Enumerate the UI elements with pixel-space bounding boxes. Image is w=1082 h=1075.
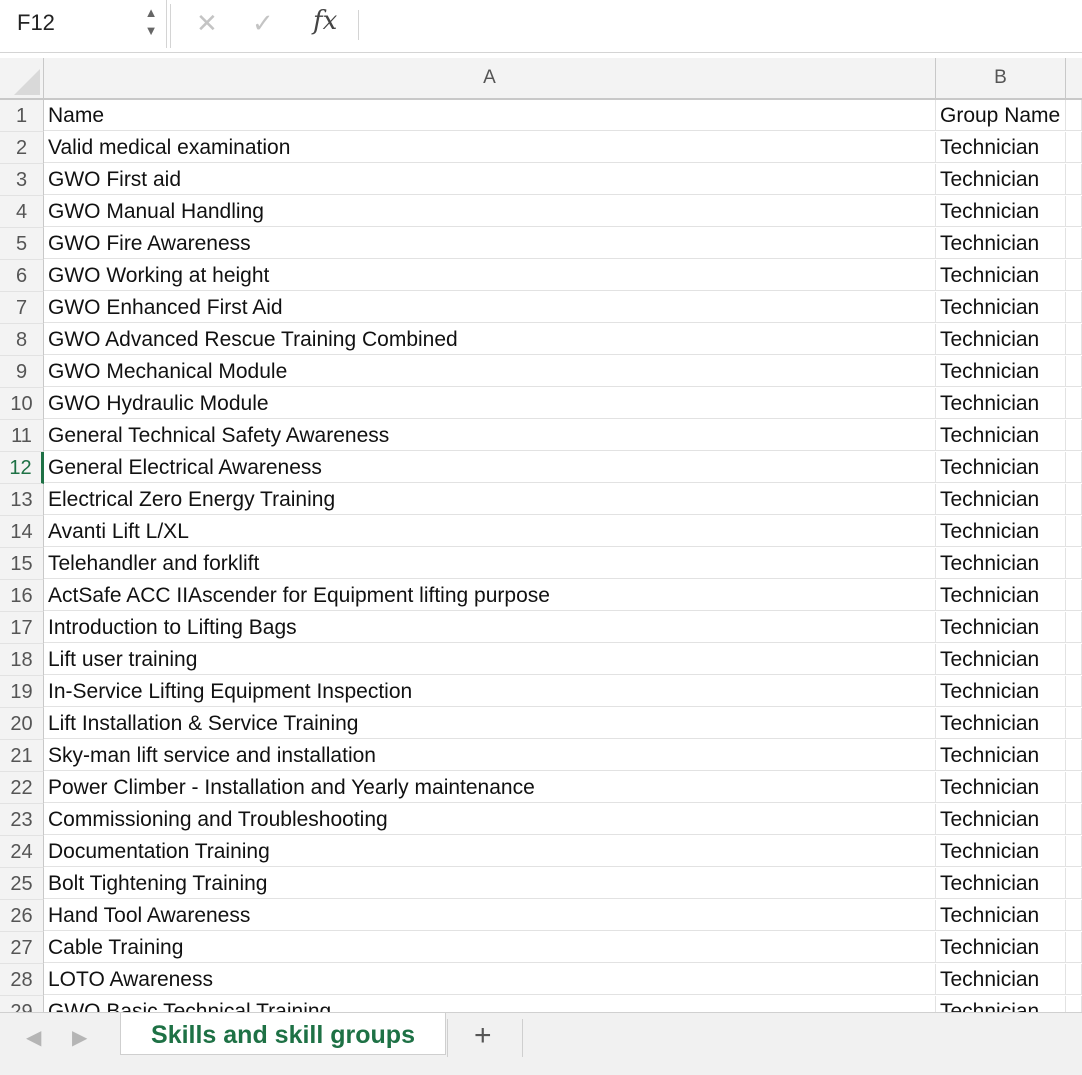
row-header[interactable]: 25: [0, 868, 44, 900]
cell-empty[interactable]: [1066, 612, 1082, 643]
row-header[interactable]: 1: [0, 100, 44, 132]
cell-name[interactable]: Lift Installation & Service Training: [44, 708, 936, 739]
cell-group-name[interactable]: Technician: [936, 452, 1066, 483]
cell-empty[interactable]: [1066, 452, 1082, 483]
cell-name[interactable]: In-Service Lifting Equipment Inspection: [44, 676, 936, 707]
table-row: [0, 516, 1082, 548]
cell-name[interactable]: GWO Fire Awareness: [44, 228, 936, 259]
row-header[interactable]: 20: [0, 708, 44, 740]
cell-name[interactable]: Name: [44, 100, 936, 131]
select-all-icon: [14, 69, 40, 95]
cell-empty[interactable]: [1066, 964, 1082, 995]
name-box-stepper[interactable]: [142, 4, 160, 44]
table-row: [0, 580, 1082, 612]
table-row: [0, 164, 1082, 196]
table-row: [0, 132, 1082, 164]
cell-group-name[interactable]: Technician: [936, 580, 1066, 611]
cell-group-name[interactable]: Technician: [936, 676, 1066, 707]
prev-sheet-icon[interactable]: ◀: [26, 1027, 42, 1049]
divider: [358, 10, 359, 40]
cell-group-name[interactable]: Technician: [936, 228, 1066, 259]
table-row: [0, 196, 1082, 228]
cell-name[interactable]: GWO Advanced Rescue Training Combined: [44, 324, 936, 355]
row-header[interactable]: 19: [0, 676, 44, 708]
table-row: [0, 548, 1082, 580]
table-row: [0, 452, 1082, 484]
cell-name[interactable]: Avanti Lift L/XL: [44, 516, 936, 547]
cell-group-name[interactable]: Technician: [936, 836, 1066, 867]
row-header[interactable]: 13: [0, 484, 44, 516]
column-header-a[interactable]: A: [44, 58, 936, 98]
cell-name[interactable]: Sky-man lift service and installation: [44, 740, 936, 771]
row-header[interactable]: 9: [0, 356, 44, 388]
cell-group-name[interactable]: Technician: [936, 356, 1066, 387]
cell-group-name[interactable]: Technician: [936, 644, 1066, 675]
row-header[interactable]: 6: [0, 260, 44, 292]
formula-bar: [0, 0, 1082, 53]
cell-empty[interactable]: [1066, 740, 1082, 771]
cell-group-name[interactable]: Technician: [936, 292, 1066, 323]
column-header-row: [0, 58, 1082, 100]
row-header[interactable]: 3: [0, 164, 44, 196]
rows-container: [0, 100, 1082, 1028]
cell-group-name[interactable]: Technician: [936, 324, 1066, 355]
table-row: [0, 356, 1082, 388]
cell-empty[interactable]: [1066, 708, 1082, 739]
cell-name[interactable]: ActSafe ACC IIAscender for Equipment lifting purpose: [44, 580, 936, 611]
sheet-tab-skills[interactable]: Skills and skill groups: [120, 1013, 446, 1055]
spreadsheet-grid: [0, 58, 1082, 1011]
cell-empty[interactable]: [1066, 772, 1082, 803]
cell-name[interactable]: Documentation Training: [44, 836, 936, 867]
cell-name[interactable]: Electrical Zero Energy Training: [44, 484, 936, 515]
cell-name[interactable]: Cable Training: [44, 932, 936, 963]
cell-empty[interactable]: [1066, 516, 1082, 547]
cell-name[interactable]: General Technical Safety Awareness: [44, 420, 936, 451]
table-row: [0, 868, 1082, 900]
function-icon[interactable]: fx: [313, 6, 338, 36]
cell-empty[interactable]: [1066, 900, 1082, 931]
cell-empty[interactable]: [1066, 292, 1082, 323]
cell-empty[interactable]: [1066, 676, 1082, 707]
next-sheet-icon[interactable]: ▶: [72, 1027, 88, 1049]
row-header[interactable]: 10: [0, 388, 44, 420]
cell-name[interactable]: Bolt Tightening Training: [44, 868, 936, 899]
cell-group-name[interactable]: Technician: [936, 164, 1066, 195]
cell-group-name[interactable]: Technician: [936, 484, 1066, 515]
cell-name[interactable]: General Electrical Awareness: [44, 452, 936, 483]
cell-name[interactable]: Lift user training: [44, 644, 936, 675]
chevron-down-icon[interactable]: ▼: [144, 23, 158, 38]
table-row: [0, 100, 1082, 132]
cell-group-name[interactable]: Technician: [936, 772, 1066, 803]
cell-empty[interactable]: [1066, 804, 1082, 835]
cell-empty[interactable]: [1066, 228, 1082, 259]
divider: [447, 1019, 448, 1057]
row-header[interactable]: 28: [0, 964, 44, 996]
cell-empty[interactable]: [1066, 644, 1082, 675]
cell-empty[interactable]: [1066, 196, 1082, 227]
table-row: [0, 804, 1082, 836]
cell-group-name[interactable]: Technician: [936, 740, 1066, 771]
row-header[interactable]: 4: [0, 196, 44, 228]
table-row: [0, 644, 1082, 676]
name-box[interactable]: [0, 0, 167, 48]
table-row: [0, 388, 1082, 420]
cell-group-name[interactable]: Group Name: [936, 100, 1066, 131]
table-row: [0, 484, 1082, 516]
row-header[interactable]: 24: [0, 836, 44, 868]
row-header[interactable]: 7: [0, 292, 44, 324]
cell-group-name[interactable]: Technician: [936, 612, 1066, 643]
cell-group-name[interactable]: Technician: [936, 388, 1066, 419]
row-header[interactable]: 12: [0, 452, 44, 484]
column-header-b[interactable]: B: [936, 58, 1066, 98]
table-row: [0, 932, 1082, 964]
row-header[interactable]: 11: [0, 420, 44, 452]
table-row: [0, 612, 1082, 644]
row-header[interactable]: 2: [0, 132, 44, 164]
row-header[interactable]: 14: [0, 516, 44, 548]
cell-name[interactable]: GWO Manual Handling: [44, 196, 936, 227]
table-row: [0, 324, 1082, 356]
cell-name[interactable]: GWO Working at height: [44, 260, 936, 291]
cell-empty[interactable]: [1066, 484, 1082, 515]
row-header[interactable]: 8: [0, 324, 44, 356]
cell-name[interactable]: GWO Enhanced First Aid: [44, 292, 936, 323]
cell-empty[interactable]: [1066, 356, 1082, 387]
row-header[interactable]: 17: [0, 612, 44, 644]
table-row: [0, 292, 1082, 324]
formula-input[interactable]: [362, 10, 1062, 40]
cell-empty[interactable]: [1066, 932, 1082, 963]
cell-name[interactable]: GWO Mechanical Module: [44, 356, 936, 387]
cell-name[interactable]: GWO First aid: [44, 164, 936, 195]
cell-name[interactable]: LOTO Awareness: [44, 964, 936, 995]
cell-group-name[interactable]: Technician: [936, 964, 1066, 995]
cell-group-name[interactable]: Technician: [936, 516, 1066, 547]
cell-empty[interactable]: [1066, 836, 1082, 867]
cell-name[interactable]: Commissioning and Troubleshooting: [44, 804, 936, 835]
cell-name[interactable]: Introduction to Lifting Bags: [44, 612, 936, 643]
row-header[interactable]: 15: [0, 548, 44, 580]
cell-empty[interactable]: [1066, 100, 1082, 131]
cell-empty[interactable]: [1066, 580, 1082, 611]
cell-name[interactable]: Hand Tool Awareness: [44, 900, 936, 931]
sheet-tab-bar: [0, 1012, 1082, 1075]
row-header[interactable]: 26: [0, 900, 44, 932]
name-box-value[interactable]: F12: [17, 10, 55, 35]
cell-group-name[interactable]: Technician: [936, 260, 1066, 291]
table-row: [0, 900, 1082, 932]
table-row: [0, 740, 1082, 772]
cell-empty[interactable]: [1066, 420, 1082, 451]
table-row: [0, 772, 1082, 804]
cell-name[interactable]: GWO Hydraulic Module: [44, 388, 936, 419]
cancel-icon[interactable]: ✕: [196, 8, 218, 38]
divider: [170, 4, 171, 48]
table-row: [0, 964, 1082, 996]
table-row: [0, 260, 1082, 292]
divider: [522, 1019, 523, 1057]
table-row: [0, 708, 1082, 740]
add-sheet-button[interactable]: +: [474, 1019, 492, 1052]
cell-empty[interactable]: [1066, 164, 1082, 195]
cell-group-name[interactable]: Technician: [936, 932, 1066, 963]
cell-empty[interactable]: [1066, 132, 1082, 163]
confirm-icon[interactable]: ✓: [252, 8, 274, 38]
table-row: [0, 228, 1082, 260]
cell-group-name[interactable]: Technician: [936, 900, 1066, 931]
cell-empty[interactable]: [1066, 324, 1082, 355]
chevron-up-icon[interactable]: ▲: [144, 5, 158, 20]
cell-empty[interactable]: [1066, 868, 1082, 899]
cell-group-name[interactable]: Technician: [936, 868, 1066, 899]
row-header[interactable]: 27: [0, 932, 44, 964]
cell-group-name[interactable]: Technician: [936, 548, 1066, 579]
row-header[interactable]: 23: [0, 804, 44, 836]
select-all-corner[interactable]: [0, 58, 44, 98]
cell-group-name[interactable]: Technician: [936, 420, 1066, 451]
row-header[interactable]: 22: [0, 772, 44, 804]
cell-group-name[interactable]: Technician: [936, 708, 1066, 739]
cell-name[interactable]: Power Climber - Installation and Yearly maintenance: [44, 772, 936, 803]
cell-group-name[interactable]: Technician: [936, 804, 1066, 835]
table-row: [0, 676, 1082, 708]
row-header[interactable]: 16: [0, 580, 44, 612]
cell-name[interactable]: Valid medical examination: [44, 132, 936, 163]
cell-group-name[interactable]: Technician: [936, 196, 1066, 227]
cell-name[interactable]: Telehandler and forklift: [44, 548, 936, 579]
row-header[interactable]: 18: [0, 644, 44, 676]
row-header[interactable]: 21: [0, 740, 44, 772]
table-row: [0, 420, 1082, 452]
cell-empty[interactable]: [1066, 388, 1082, 419]
cell-group-name[interactable]: Technician: [936, 132, 1066, 163]
row-header[interactable]: 5: [0, 228, 44, 260]
cell-empty[interactable]: [1066, 260, 1082, 291]
cell-empty[interactable]: [1066, 548, 1082, 579]
table-row: [0, 836, 1082, 868]
